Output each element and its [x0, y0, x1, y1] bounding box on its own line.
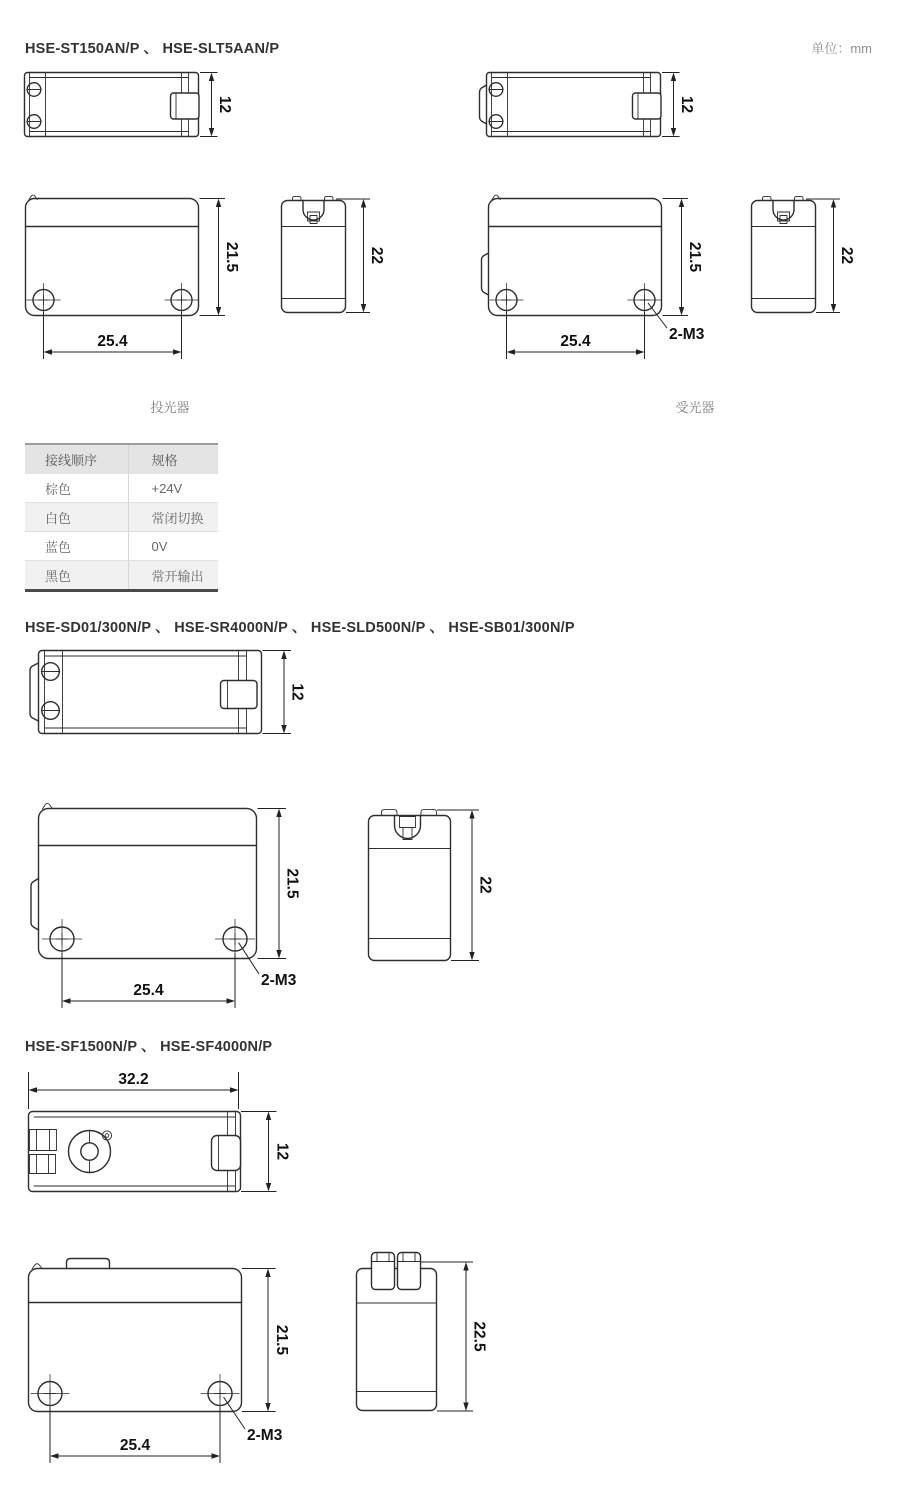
- dim-label-22: 22: [838, 246, 855, 265]
- dim-label-12: 12: [678, 95, 695, 114]
- table-row: [25, 561, 218, 591]
- mounting-holes: [490, 283, 662, 317]
- mounting-holes: [42, 919, 255, 959]
- transmitter-side-view-drawing: [275, 193, 387, 322]
- thread-label: 2-M3: [261, 972, 297, 989]
- sec2-side-view-drawing: [350, 798, 508, 975]
- sensor-body: [369, 810, 451, 961]
- dimension-length: [29, 1071, 239, 1109]
- receiver-side-view-drawing: [745, 193, 867, 322]
- wire-spec: 常开输出: [128, 561, 218, 591]
- mounting-holes: [31, 1374, 240, 1413]
- thread-callout: [224, 1397, 283, 1444]
- sensor-body: [752, 196, 816, 312]
- dimension-height: [258, 809, 301, 959]
- cable-connector: [633, 93, 662, 119]
- table-row: [25, 532, 218, 561]
- fiber-clamp-knobs: [372, 1253, 421, 1290]
- receiver-front-view-drawing: [478, 193, 708, 365]
- dim-label-32-2: 32.2: [118, 1071, 149, 1088]
- sec2-top-view-drawing: [24, 643, 306, 757]
- thread-label: 2-M3: [247, 1427, 283, 1444]
- receiver-caption: 受光器: [675, 400, 715, 415]
- transmitter-top-view-drawing: [24, 62, 232, 146]
- dimension-height: [242, 1269, 290, 1412]
- sec2-front-view-drawing: [22, 798, 312, 1010]
- receiver-top-view-drawing: [476, 62, 700, 146]
- dimension-width: [200, 73, 233, 137]
- body-seams: [357, 1303, 436, 1392]
- wire-color: 黑色: [25, 561, 128, 591]
- dim-label-12: 12: [273, 1142, 291, 1161]
- sensor-body: [29, 1112, 241, 1192]
- wire-color: 棕色: [25, 474, 128, 503]
- thread-label: 2-M3: [669, 326, 705, 343]
- section1-title: HSE-ST150AN/P 、 HSE-SLT5AAN/P: [25, 41, 280, 57]
- dimension-height: [663, 199, 704, 316]
- dim-label-25-4: 25.4: [97, 333, 128, 350]
- col-header-spec: 规格: [128, 444, 218, 474]
- transmitter-front-view-drawing: [25, 193, 247, 365]
- dim-label-22: 22: [476, 876, 494, 894]
- sec3-top-view-drawing: [22, 1063, 291, 1205]
- mounting-screws: [489, 83, 503, 129]
- dim-label-25-4: 25.4: [560, 333, 591, 350]
- dimension-depth: [336, 199, 385, 313]
- cable-connector: [212, 1136, 241, 1171]
- dim-label-12: 12: [216, 95, 233, 114]
- sec3-front-view-drawing: [22, 1248, 310, 1480]
- dim-label-25-4: 25.4: [119, 1437, 151, 1454]
- wire-spec: +24V: [128, 474, 218, 503]
- sensor-body: [357, 1269, 437, 1411]
- wiring-table: [25, 443, 218, 592]
- top-bump: [67, 1259, 110, 1269]
- sensor-body: [31, 803, 257, 958]
- dimension-hole-pitch: [62, 953, 235, 1008]
- thread-callout: [239, 943, 297, 990]
- lens-bump: [31, 879, 39, 931]
- table-row: [25, 474, 218, 503]
- dimension-depth: [437, 810, 494, 961]
- lens-bump: [30, 663, 39, 721]
- lens-bump: [480, 85, 487, 124]
- lens-bump: [482, 253, 489, 295]
- wire-color: 白色: [25, 503, 128, 532]
- dim-label-12: 12: [288, 683, 306, 701]
- sec3-side-view-drawing: [348, 1243, 504, 1425]
- thread-callout: [648, 303, 705, 343]
- mounting-screws: [27, 83, 41, 129]
- cable-connector: [221, 681, 258, 709]
- col-header-wiring-order: 接线顺序: [25, 444, 128, 474]
- section2-title: HSE-SD01/300N/P 、 HSE-SR4000N/P 、 HSE-SLD500N/P 、 HSE-SB01/300N/P: [25, 620, 575, 636]
- dimension-hole-pitch: [507, 312, 645, 359]
- transmitter-caption: 投光器: [150, 400, 190, 415]
- table-row: [25, 503, 218, 532]
- dimension-height: [200, 199, 241, 316]
- wire-spec: 0V: [128, 532, 218, 561]
- sensor-body: [26, 195, 199, 315]
- dim-label-21-5: 21.5: [273, 1324, 290, 1356]
- mounting-holes: [27, 283, 199, 317]
- dim-label-25-4: 25.4: [133, 982, 164, 999]
- dim-label-21-5: 21.5: [283, 868, 301, 899]
- dimension-hole-pitch: [44, 312, 182, 359]
- mounting-screws: [41, 663, 60, 720]
- dim-label-22-5: 22.5: [470, 1321, 488, 1352]
- dim-label-21-5: 21.5: [223, 241, 240, 273]
- dimension-hole-pitch: [50, 1407, 220, 1463]
- dimension-depth: [806, 199, 855, 313]
- wire-color: 蓝色: [25, 532, 128, 561]
- dimension-width: [241, 1112, 291, 1192]
- cable-connector: [171, 93, 200, 119]
- sensor-body: [282, 196, 346, 312]
- section3-title: HSE-SF1500N/P 、 HSE-SF4000N/P: [25, 1039, 273, 1055]
- dimension-depth: [421, 1262, 488, 1411]
- dim-label-21-5: 21.5: [686, 241, 703, 273]
- dimension-width: [662, 73, 695, 137]
- wire-spec: 常闭切换: [128, 503, 218, 532]
- table-header-row: [25, 444, 218, 474]
- fiber-connectors: [30, 1130, 57, 1174]
- dim-label-22: 22: [368, 246, 385, 265]
- unit-label: 单位：mm: [811, 41, 872, 56]
- dimension-width: [263, 651, 306, 734]
- adjustment-knob: [69, 1131, 112, 1173]
